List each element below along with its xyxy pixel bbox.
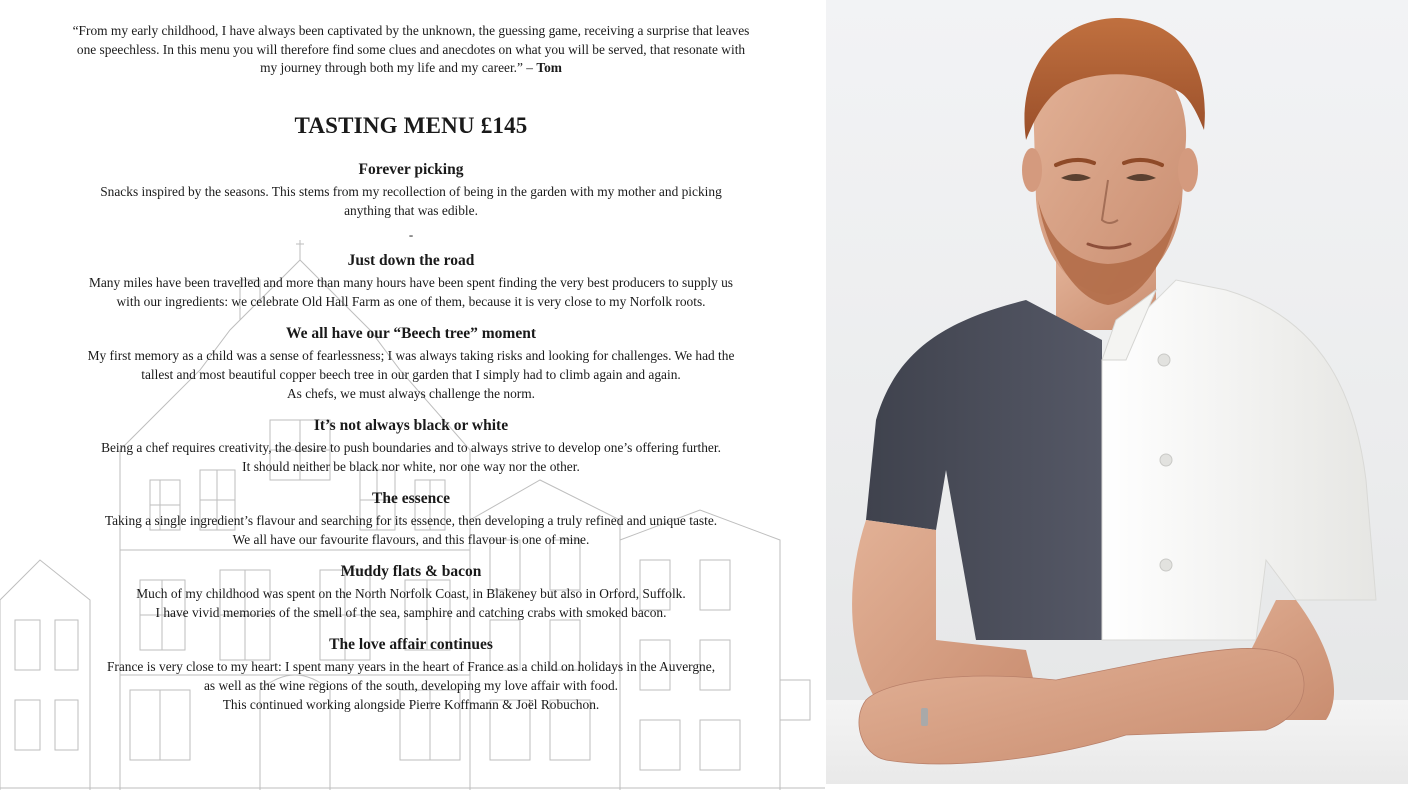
description-line: Being a chef requires creativity, the desire to push boundaries and to always strive to develop one’s offering further. [101, 439, 721, 455]
quote-line: my journey through both my life and my career.” – [260, 60, 534, 75]
description-line: with our ingredients: we celebrate Old Hall Farm as one of them, because it is very close to my Norfolk roots. [116, 293, 706, 309]
course-description [22, 273, 800, 311]
course-title: The love affair continues [329, 635, 493, 653]
jacket-button [1160, 454, 1172, 466]
course-title: It’s not always black or white [313, 416, 509, 434]
ear [1178, 148, 1198, 192]
chef-jacket [1102, 280, 1376, 640]
course-title: Muddy flats & bacon [340, 562, 482, 580]
course-title: Just down the road [347, 251, 475, 269]
chef-portrait-illustration [826, 0, 1408, 784]
wedding-ring [921, 708, 928, 726]
description-line: Snacks inspired by the seasons. This stems from my recollection of being in the garden with my mother and picking [100, 183, 722, 199]
course-description [22, 438, 800, 476]
description-line: as well as the wine regions of the south, developing my love affair with food. [203, 677, 619, 693]
description-line: Much of my childhood was spent on the North Norfolk Coast, in Blakeney but also in Orford, Suffolk. [136, 585, 686, 601]
course-black-or-white [22, 416, 800, 476]
description-line: tallest and most beautiful copper beech tree in our garden that I simply had to climb again and again. [141, 366, 681, 382]
jacket-button [1158, 354, 1170, 366]
course-description [22, 657, 800, 714]
menu-title: TASTING MENU £145 [294, 112, 528, 138]
description-line: Many miles have been travelled and more than many hours have been spent finding the very best producers to supply us [88, 274, 734, 290]
course-beech-tree-moment [22, 324, 800, 403]
course-description [22, 511, 800, 549]
quote-line: one speechless. In this menu you will therefore find some clues and anecdotes on what you will be served, that resonate with [76, 41, 746, 57]
course-divider: - [408, 226, 414, 242]
description-line: France is very close to my heart: I spent many years in the heart of France as a child on holidays in the Auvergne, [106, 658, 716, 674]
course-title: The essence [372, 489, 450, 507]
description-line: Taking a single ingredient’s flavour and searching for its essence, then developing a truly refined and unique taste. [104, 512, 718, 528]
quote-line: “From my early childhood, I have always been captivated by the unknown, the guessing game, receiving a surprise that leaves [72, 23, 750, 38]
menu-content [22, 22, 800, 714]
course-just-down-the-road [22, 251, 800, 311]
course-description [22, 584, 800, 622]
quote-author: Tom [536, 60, 562, 75]
course-description [22, 182, 800, 220]
jacket-button [1160, 559, 1172, 571]
course-love-affair-continues [22, 635, 800, 714]
description-line: My first memory as a child was a sense of fearlessness; I was always taking risks and looking for challenges. We had the [87, 347, 735, 363]
description-line: As chefs, we must always challenge the norm. [286, 385, 536, 401]
course-muddy-flats-bacon [22, 562, 800, 622]
course-the-essence [22, 489, 800, 549]
intro-quote [22, 22, 800, 78]
description-line: We all have our favourite flavours, and this flavour is one of mine. [232, 531, 590, 547]
description-line: I have vivid memories of the smell of the sea, samphire and catching crabs with smoked bacon. [155, 604, 667, 620]
course-title: We all have our “Beech tree” moment [286, 324, 536, 342]
ear [1022, 148, 1042, 192]
course-title: Forever picking [358, 160, 464, 178]
course-description [22, 346, 800, 403]
chef-portrait-photo [826, 0, 1408, 784]
description-line: anything that was edible. [344, 202, 478, 218]
description-line: It should neither be black nor white, nor one way nor the other. [242, 458, 580, 474]
course-forever-picking [22, 160, 800, 220]
description-line: This continued working alongside Pierre Koffmann & Joël Robuchon. [222, 696, 600, 712]
